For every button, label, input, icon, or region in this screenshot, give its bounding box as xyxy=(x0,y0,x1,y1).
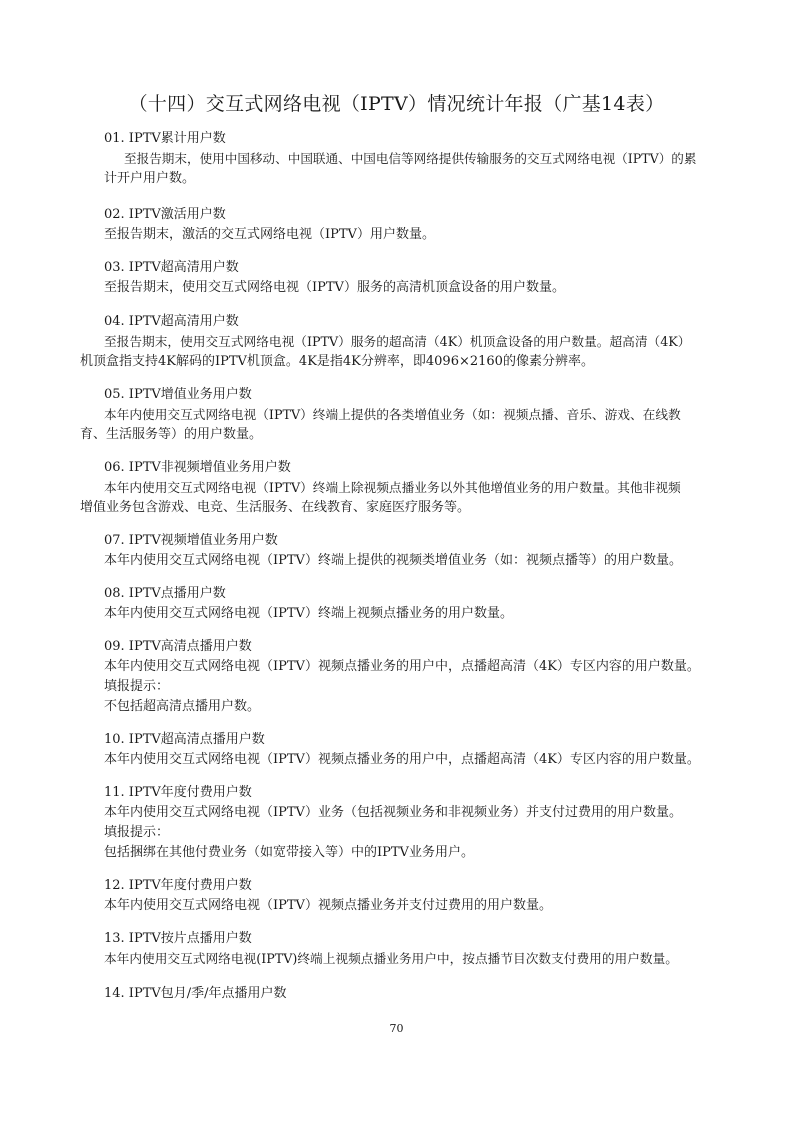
item-text-line: 本年内使用交互式网络电视（IPTV）终端上提供的视频类增值业务（如：视频点播等）的用户数量。 xyxy=(104,553,682,568)
item-text-line: 不包括超高清点播用户数。 xyxy=(104,699,261,714)
item-text-line: 本年内使用交互式网络电视（IPTV）业务（包括视频业务和非视频业务）并支付过费用的用户数量。 xyxy=(104,805,682,820)
item-text-line: 包括捆绑在其他付费业务（如宽带接入等）中的IPTV业务用户。 xyxy=(104,845,474,860)
item-text-line: 至报告期末，激活的交互式网络电视（IPTV）用户数量。 xyxy=(104,227,435,242)
item-text-line: 本年内使用交互式网络电视（IPTV）终端上提供的各类增值业务（如：视频点播、音乐、游戏、在线教 xyxy=(104,407,681,422)
item-text-line: 至报告期末，使用交互式网络电视（IPTV）服务的超高清（4K）机顶盒设备的用户数量。超高清（4K） xyxy=(104,334,691,349)
item-text-line: 本年内使用交互式网络电视(IPTV)终端上视频点播业务用户中，按点播节目次数支付费用的用户数量。 xyxy=(104,951,678,966)
item-text-line: 至报告期末，使用中国移动、中国联通、中国电信等网络提供传输服务的交互式网络电视（IPTV）的累 xyxy=(124,151,697,166)
item-text-line: 本年内使用交互式网络电视（IPTV）终端上除视频点播业务以外其他增值业务的用户数量。其他非视频 xyxy=(104,480,681,495)
page-title: （十四）交互式网络电视（IPTV）情况统计年报（广基14表） xyxy=(128,93,665,115)
item-title: 13. IPTV按片点播用户数 xyxy=(104,931,252,946)
item-text-line: 本年内使用交互式网络电视（IPTV）视频点播业务并支付过费用的用户数量。 xyxy=(104,898,552,913)
item-text-line: 机顶盒指支持4K解码的IPTV机顶盒。4K是指4K分辨率，即4096×2160的像素分辨率。 xyxy=(80,354,594,369)
item-text-line: 育、生活服务等）的用户数量。 xyxy=(80,427,263,442)
item-text-line: 本年内使用交互式网络电视（IPTV）视频点播业务的用户中，点播超高清（4K）专区内容的用户数量。 xyxy=(104,659,700,674)
item-title: 01. IPTV累计用户数 xyxy=(104,131,226,146)
item-text-line: 填报提示： xyxy=(104,825,170,840)
item-title: 14. IPTV包月/季/年点播用户数 xyxy=(104,986,287,1001)
page-number: 70 xyxy=(389,1022,404,1035)
item-title: 06. IPTV非视频增值业务用户数 xyxy=(104,460,291,475)
item-title: 07. IPTV视频增值业务用户数 xyxy=(104,533,278,548)
item-title: 05. IPTV增值业务用户数 xyxy=(104,387,252,402)
item-title: 11. IPTV年度付费用户数 xyxy=(104,785,252,800)
item-title: 10. IPTV超高清点播用户数 xyxy=(104,732,265,747)
item-text-line: 本年内使用交互式网络电视（IPTV）视频点播业务的用户中，点播超高清（4K）专区内容的用户数量。 xyxy=(104,752,700,767)
item-title: 04. IPTV超高清用户数 xyxy=(104,314,239,329)
item-text-line: 计开户用户数。 xyxy=(104,171,196,186)
item-title: 09. IPTV高清点播用户数 xyxy=(104,639,252,654)
item-text-line: 至报告期末，使用交互式网络电视（IPTV）服务的高清机顶盒设备的用户数量。 xyxy=(104,280,565,295)
item-title: 02. IPTV激活用户数 xyxy=(104,207,226,222)
item-title: 03. IPTV超高清用户数 xyxy=(104,260,239,275)
item-text-line: 本年内使用交互式网络电视（IPTV）终端上视频点播业务的用户数量。 xyxy=(104,606,513,621)
item-title: 12. IPTV年度付费用户数 xyxy=(104,878,252,893)
item-title: 08. IPTV点播用户数 xyxy=(104,586,226,601)
item-text-line: 填报提示： xyxy=(104,679,170,694)
item-text-line: 增值业务包含游戏、电竞、生活服务、在线教育、家庭医疗服务等。 xyxy=(80,500,471,515)
